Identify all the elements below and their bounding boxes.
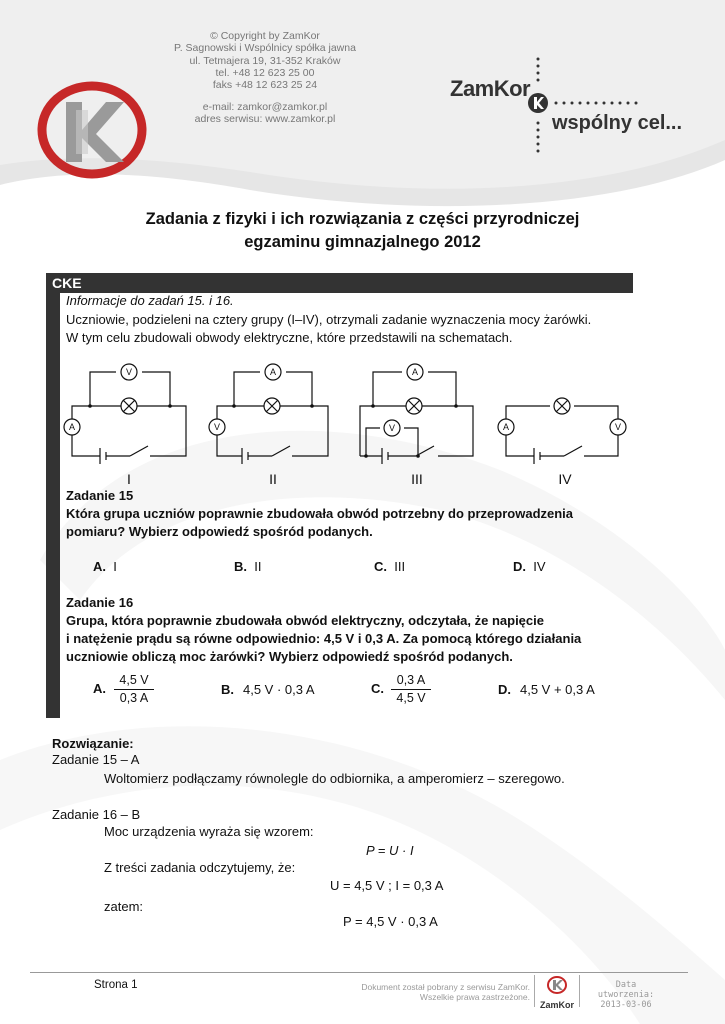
task16-question: i natężenie prądu są równe odpowiednio: 4,5 V i 0,3 A. Za pomocą którego działania [66, 631, 582, 646]
email-line: e-mail: zamkor@zamkor.pl [202, 101, 328, 113]
task15-option-d: D. IV [513, 559, 546, 574]
task16-question: Grupa, która poprawnie zbudowała obwód elektryczny, odczytała, że napięcie [66, 613, 544, 628]
date-label: Data utworzenia: [597, 980, 655, 1000]
circuit-diagrams [60, 360, 630, 490]
date-value: 2013-03-06 [600, 1000, 652, 1010]
download-notice [340, 982, 530, 1002]
task16-option-c-fraction [391, 672, 431, 707]
task16-option-d-text: 4,5 V + 0,3 A [520, 682, 595, 697]
title-line: Zadania z fizyki i ich rozwiązania z części przyrodniczej [145, 210, 580, 228]
circuit-label: IV [558, 471, 572, 487]
meter-label: V [614, 422, 622, 432]
solution-task15-label: Zadanie 15 – A [52, 752, 140, 767]
source-bar: CKE [46, 273, 633, 293]
task15-option-c: C. III [374, 559, 406, 574]
fraction-denominator: 4,5 V [396, 691, 426, 705]
meter-label: A [502, 422, 510, 432]
intro-heading: Informacje do zadań 15. i 16. [66, 293, 234, 308]
circuit-label: I [127, 471, 131, 487]
meter-label: A [269, 367, 277, 377]
copyright-line: tel. +48 12 623 25 00 [215, 66, 315, 79]
task15-question: pomiaru? Wybierz odpowiedź spośród podanych. [66, 524, 373, 539]
solution-task15-text: Woltomierz podłączamy równolegle do odbiornika, a amperomierz – szeregowo. [104, 771, 565, 786]
meter-label: A [411, 367, 419, 377]
brand-slogan: wspólny cel... [552, 112, 683, 134]
solution-task16-line: Z treści zadania odczytujemy, że: [104, 860, 296, 875]
meter-label: A [68, 422, 76, 432]
task16-option-c-letter: C. [371, 681, 384, 696]
circuit-2 [217, 372, 328, 464]
creation-date [586, 980, 666, 1010]
intro-line: Uczniowie, podzieleni na cztery grupy (I–IV), otrzymali zadanie wyznaczenia mocy żarówki. [66, 312, 592, 327]
task16-heading: Zadanie 16 [66, 595, 134, 610]
footer-divider [30, 972, 688, 973]
solution-task16-line: Moc urządzenia wyraża się wzorem: [104, 824, 314, 839]
brand-dots-cross [520, 55, 670, 155]
website-line: adres serwisu: www.zamkor.pl [194, 113, 336, 126]
solution-heading: Rozwiązanie: [52, 736, 134, 751]
task15-option-a: A. I [93, 559, 117, 574]
intro-line: W tym celu zbudowali obwody elektryczne, które przedstawili na schematach. [66, 330, 513, 345]
copyright-line: © Copyright by ZamKor [210, 30, 320, 42]
title-line: egzaminu gimnazjalnego 2012 [244, 233, 481, 251]
copyright-line: ul. Tetmajera 19, 31-352 Kraków [189, 54, 341, 67]
page-number: Strona 1 [94, 979, 138, 991]
task16-question: uczniowie obliczą moc żarówki? Wybierz odpowiedź spośród podanych. [66, 649, 513, 664]
task16-option-b-text: 4,5 V · 0,3 A [243, 682, 315, 697]
footer-k-icon [535, 975, 579, 995]
notice-line: Dokument został pobrany z serwisu ZamKor. [361, 982, 530, 992]
solution-task16-label: Zadanie 16 – B [52, 807, 141, 822]
fraction-numerator: 4,5 V [114, 672, 154, 690]
meter-label: V [125, 367, 133, 377]
brand-name: ZamKor [450, 76, 531, 101]
circuit-label: II [269, 471, 277, 487]
task15-heading: Zadanie 15 [66, 488, 134, 503]
task15-option-b: B. II [234, 559, 262, 574]
fraction-denominator: 0,3 A [119, 691, 149, 705]
footer-logo [534, 975, 580, 1010]
copyright-line: faks +48 12 623 25 24 [212, 79, 318, 92]
footer-logo-text: ZamKor [539, 1000, 574, 1010]
circuit-4 [506, 406, 618, 464]
fraction-numerator: 0,3 A [391, 672, 431, 690]
circuit-1 [72, 372, 186, 464]
copyright-line: P. Sagnowski i Wspólnicy spółka jawna [174, 42, 356, 55]
section-side-bar [46, 293, 60, 718]
circuit-label: III [411, 471, 423, 487]
task16-option-b-letter: B. [221, 682, 234, 697]
task16-option-a-letter: A. [93, 681, 106, 696]
meter-label: V [213, 422, 221, 432]
task15-question: Która grupa uczniów poprawnie zbudowała obwód potrzebny do przeprowadzenia [66, 506, 574, 521]
zamkor-k-logo [36, 80, 148, 180]
page-title [60, 208, 665, 254]
formula-result: P = 4,5 V · 0,3 A [343, 914, 438, 929]
solution-task16-line: zatem: [104, 899, 144, 914]
task16-option-a-fraction [114, 672, 154, 707]
circuit-3 [360, 372, 473, 464]
notice-line: Wszelkie prawa zastrzeżone. [419, 992, 530, 1002]
contact-block [150, 101, 380, 126]
task16-option-d-letter: D. [498, 682, 511, 697]
meter-label: V [388, 423, 396, 433]
formula-values: U = 4,5 V ; I = 0,3 A [330, 878, 444, 893]
formula-power: P = U · I [366, 843, 414, 858]
copyright-block [150, 30, 380, 91]
